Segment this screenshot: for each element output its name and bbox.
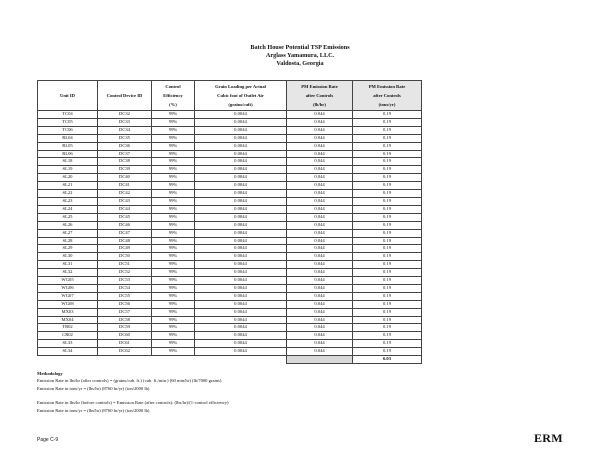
table-cell: 99% xyxy=(152,229,195,237)
table-cell: SL21 xyxy=(38,182,98,190)
column-header-line: Efficiency xyxy=(163,93,183,98)
total-shaded-cell xyxy=(287,356,353,364)
table-cell: TC05 xyxy=(38,118,98,126)
table-cell: SL19 xyxy=(38,166,98,174)
table-cell: 0.0044 xyxy=(195,348,287,356)
table-cell: WG08 xyxy=(38,300,98,308)
table-cell: 99% xyxy=(152,197,195,205)
table-cell: DC55 xyxy=(98,292,152,300)
table-cell: RL06 xyxy=(38,150,98,158)
table-cell: 0.044 xyxy=(287,190,353,198)
table-cell: SL32 xyxy=(38,269,98,277)
table-cell: 0.19 xyxy=(353,111,422,119)
table-cell: 0.19 xyxy=(353,158,422,166)
table-row xyxy=(38,197,422,205)
methodology-line: Emission Rate in lbs/hr (after controls) = (grains/cub. ft.) (cub. ft./min.) (60 min/hr) (lb/7000 grains) xyxy=(37,378,222,384)
table-row xyxy=(38,229,422,237)
table-row xyxy=(38,237,422,245)
table-cell: 99% xyxy=(152,158,195,166)
table-row xyxy=(38,174,422,182)
table-cell: 0.044 xyxy=(287,197,353,205)
table-cell: 0.044 xyxy=(287,300,353,308)
table-cell: 0.0044 xyxy=(195,158,287,166)
table-row xyxy=(38,111,422,119)
table-cell: DC45 xyxy=(98,213,152,221)
table-cell: 0.0044 xyxy=(195,300,287,308)
column-header xyxy=(152,81,195,111)
table-row xyxy=(38,316,422,324)
table-cell: 0.19 xyxy=(353,182,422,190)
table-cell: 0.0044 xyxy=(195,277,287,285)
table-row xyxy=(38,158,422,166)
table-cell: 99% xyxy=(152,284,195,292)
report-title: Batch House Potential TSP Emissions xyxy=(250,44,350,51)
table-cell: DC50 xyxy=(98,253,152,261)
table-cell: 99% xyxy=(152,205,195,213)
table-cell: 0.19 xyxy=(353,245,422,253)
table-cell: DC57 xyxy=(98,308,152,316)
table-cell: 99% xyxy=(152,213,195,221)
table-row xyxy=(38,300,422,308)
table-row xyxy=(38,221,422,229)
column-header xyxy=(38,81,98,111)
table-cell: 99% xyxy=(152,111,195,119)
table-cell: DC33 xyxy=(98,118,152,126)
table-cell: DC60 xyxy=(98,332,152,340)
table-row xyxy=(38,348,422,356)
table-cell: 0.0044 xyxy=(195,292,287,300)
table-cell: 0.0044 xyxy=(195,205,287,213)
table-cell: 99% xyxy=(152,308,195,316)
table-row xyxy=(38,142,422,150)
table-cell: 0.044 xyxy=(287,292,353,300)
table-cell: 0.19 xyxy=(353,324,422,332)
table-cell: 0.0044 xyxy=(195,142,287,150)
column-header xyxy=(287,81,353,111)
table-row xyxy=(38,324,422,332)
table-cell: 99% xyxy=(152,316,195,324)
table-cell: 0.0044 xyxy=(195,340,287,348)
methodology-line: Emission Rate in lbs/hr (before controls) = Emission Rate (after controls): (lbs/hr)/(1-control efficiency) xyxy=(37,400,229,406)
table-cell: DC41 xyxy=(98,182,152,190)
table-row xyxy=(38,340,422,348)
table-cell: 99% xyxy=(152,190,195,198)
table-cell: DC35 xyxy=(98,134,152,142)
table-cell: TR02 xyxy=(38,324,98,332)
table-cell: DC52 xyxy=(98,269,152,277)
table-cell: 99% xyxy=(152,134,195,142)
table-cell: 99% xyxy=(152,261,195,269)
table-cell: 0.044 xyxy=(287,284,353,292)
column-header-line: Control xyxy=(165,84,181,89)
table-cell: SL27 xyxy=(38,229,98,237)
table-cell: 99% xyxy=(152,142,195,150)
table-cell: 0.0044 xyxy=(195,245,287,253)
table-cell: 99% xyxy=(152,300,195,308)
table-header-row xyxy=(38,81,422,111)
table-cell: 0.19 xyxy=(353,197,422,205)
table-cell: DC37 xyxy=(98,150,152,158)
table-cell: DC59 xyxy=(98,324,152,332)
table-cell: DC53 xyxy=(98,277,152,285)
table-cell: CR02 xyxy=(38,332,98,340)
table-cell: 99% xyxy=(152,277,195,285)
table-cell: WG05 xyxy=(38,277,98,285)
table-cell: 0.044 xyxy=(287,213,353,221)
table-cell: SL31 xyxy=(38,261,98,269)
table-cell: 0.044 xyxy=(287,142,353,150)
table-cell: 99% xyxy=(152,269,195,277)
table-cell: 99% xyxy=(152,150,195,158)
table-row xyxy=(38,190,422,198)
table-cell: 0.19 xyxy=(353,284,422,292)
table-cell: 0.0044 xyxy=(195,229,287,237)
table-cell: 0.19 xyxy=(353,269,422,277)
table-cell: 0.19 xyxy=(353,261,422,269)
table-cell: 0.19 xyxy=(353,166,422,174)
table-cell: 0.0044 xyxy=(195,237,287,245)
table-cell: DC54 xyxy=(98,284,152,292)
table-cell: 0.044 xyxy=(287,253,353,261)
table-cell: DC36 xyxy=(98,142,152,150)
table-cell: 0.044 xyxy=(287,261,353,269)
table-cell: SL18 xyxy=(38,158,98,166)
table-cell: 0.0044 xyxy=(195,126,287,134)
table-cell: 0.0044 xyxy=(195,332,287,340)
table-cell: 0.0044 xyxy=(195,134,287,142)
table-cell: 0.19 xyxy=(353,340,422,348)
table-cell: TC04 xyxy=(38,111,98,119)
table-cell: TC06 xyxy=(38,126,98,134)
table-cell: 99% xyxy=(152,174,195,182)
column-header-line: PM Emission Rate xyxy=(301,84,338,89)
page-number: Page C-9 xyxy=(37,437,59,443)
column-header xyxy=(98,81,152,111)
total-row xyxy=(38,356,422,364)
column-header-line: Control Device ID xyxy=(106,93,143,98)
table-cell: 0.044 xyxy=(287,150,353,158)
table-cell: 0.044 xyxy=(287,229,353,237)
table-cell: DC49 xyxy=(98,245,152,253)
table-cell: SL29 xyxy=(38,245,98,253)
empty-cell xyxy=(98,356,152,364)
table-cell: SL26 xyxy=(38,221,98,229)
table-cell: DC46 xyxy=(98,221,152,229)
table-row xyxy=(38,277,422,285)
table-cell: 0.19 xyxy=(353,174,422,182)
empty-cell xyxy=(152,356,195,364)
table-row xyxy=(38,245,422,253)
table-row xyxy=(38,134,422,142)
table-cell: 99% xyxy=(152,324,195,332)
table-row xyxy=(38,118,422,126)
table-cell: 0.19 xyxy=(353,300,422,308)
table-cell: 0.044 xyxy=(287,245,353,253)
table-cell: DC58 xyxy=(98,316,152,324)
table-row xyxy=(38,166,422,174)
table-cell: 0.044 xyxy=(287,174,353,182)
table-row xyxy=(38,284,422,292)
table-row xyxy=(38,150,422,158)
table-cell: 0.044 xyxy=(287,324,353,332)
table-cell: WG07 xyxy=(38,292,98,300)
column-header-line: (%) xyxy=(169,102,177,107)
column-header-line: Cubic foot of Outlet Air xyxy=(217,93,264,98)
table-cell: 0.19 xyxy=(353,150,422,158)
location: Valdosta, Georgia xyxy=(276,60,324,67)
table-cell: 0.0044 xyxy=(195,190,287,198)
table-cell: 0.044 xyxy=(287,205,353,213)
table-cell: 0.044 xyxy=(287,237,353,245)
table-cell: 0.19 xyxy=(353,253,422,261)
empty-cell xyxy=(38,356,98,364)
table-cell: 0.0044 xyxy=(195,111,287,119)
table-cell: 0.044 xyxy=(287,340,353,348)
table-cell: 0.044 xyxy=(287,158,353,166)
table-row xyxy=(38,205,422,213)
column-header-line: Grain Loading per Actual xyxy=(215,84,266,89)
table-cell: 0.19 xyxy=(353,190,422,198)
table-cell: DC44 xyxy=(98,205,152,213)
table-cell: 0.044 xyxy=(287,182,353,190)
table-cell: DC38 xyxy=(98,158,152,166)
table-cell: 0.0044 xyxy=(195,182,287,190)
table-cell: 0.19 xyxy=(353,221,422,229)
table-cell: 0.044 xyxy=(287,308,353,316)
methodology-line: Emission Rate in tons/yr = (lbs/hr) (8760 hr/yr) (ton/2000 lb) xyxy=(37,407,150,413)
table-cell: 99% xyxy=(152,253,195,261)
table-cell: SL22 xyxy=(38,190,98,198)
table-cell: DC61 xyxy=(98,340,152,348)
table-cell: 99% xyxy=(152,332,195,340)
table-cell: 99% xyxy=(152,292,195,300)
total-value: 6.03 xyxy=(353,356,422,364)
table-cell: DC56 xyxy=(98,300,152,308)
table-cell: SL28 xyxy=(38,237,98,245)
table-cell: 0.0044 xyxy=(195,221,287,229)
table-cell: 0.19 xyxy=(353,134,422,142)
emissions-table xyxy=(37,80,422,364)
table-cell: 0.044 xyxy=(287,316,353,324)
table-cell: DC39 xyxy=(98,166,152,174)
table-cell: MX04 xyxy=(38,316,98,324)
table-cell: 0.0044 xyxy=(195,324,287,332)
table-cell: SL33 xyxy=(38,340,98,348)
empty-cell xyxy=(195,356,287,364)
table-cell: 99% xyxy=(152,340,195,348)
table-cell: RL04 xyxy=(38,134,98,142)
table-cell: 0.19 xyxy=(353,213,422,221)
column-header xyxy=(353,81,422,111)
table-cell: 0.19 xyxy=(353,142,422,150)
table-cell: 0.0044 xyxy=(195,284,287,292)
table-cell: WG06 xyxy=(38,284,98,292)
table-cell: 0.044 xyxy=(287,134,353,142)
table-cell: 0.044 xyxy=(287,118,353,126)
table-cell: DC32 xyxy=(98,111,152,119)
table-cell: 99% xyxy=(152,348,195,356)
methodology-title: Methodology xyxy=(37,371,63,376)
table-cell: RL05 xyxy=(38,142,98,150)
table-row xyxy=(38,182,422,190)
table-row xyxy=(38,253,422,261)
table-row xyxy=(38,292,422,300)
table-cell: DC62 xyxy=(98,348,152,356)
table-cell: 0.19 xyxy=(353,308,422,316)
table-row xyxy=(38,308,422,316)
column-header-line: (grains/cuft) xyxy=(228,102,253,107)
table-cell: 0.0044 xyxy=(195,316,287,324)
erm-logo: ERM xyxy=(534,431,563,445)
table-cell: 0.0044 xyxy=(195,261,287,269)
table-cell: 0.044 xyxy=(287,332,353,340)
table-cell: 0.044 xyxy=(287,348,353,356)
table-row xyxy=(38,332,422,340)
column-header xyxy=(195,81,287,111)
table-cell: DC40 xyxy=(98,174,152,182)
methodology-line: Emission Rate in tons/yr = (lbs/hr) (8760 hr/yr) (ton/2000 lb) xyxy=(37,385,150,391)
table-row xyxy=(38,269,422,277)
table-cell: DC48 xyxy=(98,237,152,245)
table-cell: 0.19 xyxy=(353,316,422,324)
table-cell: DC43 xyxy=(98,197,152,205)
table-cell: 0.044 xyxy=(287,277,353,285)
table-cell: 0.044 xyxy=(287,221,353,229)
table-cell: SL23 xyxy=(38,197,98,205)
table-cell: 0.044 xyxy=(287,126,353,134)
company-name: Arglass Yamamura, LLC. xyxy=(265,52,335,59)
table-row xyxy=(38,126,422,134)
table-cell: SL30 xyxy=(38,253,98,261)
table-cell: 0.0044 xyxy=(195,197,287,205)
table-cell: 0.0044 xyxy=(195,174,287,182)
column-header-line: after Controls xyxy=(373,93,401,98)
table-cell: 0.19 xyxy=(353,292,422,300)
table-cell: 0.0044 xyxy=(195,150,287,158)
table-cell: 0.19 xyxy=(353,126,422,134)
table-cell: 0.044 xyxy=(287,166,353,174)
table-cell: 99% xyxy=(152,118,195,126)
table-cell: 0.19 xyxy=(353,205,422,213)
column-header-line: Unit ID xyxy=(60,93,75,98)
table-row xyxy=(38,213,422,221)
table-cell: 0.0044 xyxy=(195,118,287,126)
table-cell: 0.19 xyxy=(353,237,422,245)
column-header-line: (lb/hr) xyxy=(313,102,326,107)
table-cell: 0.0044 xyxy=(195,213,287,221)
table-cell: SL25 xyxy=(38,213,98,221)
table-cell: 0.19 xyxy=(353,332,422,340)
table-cell: 0.044 xyxy=(287,269,353,277)
table-cell: DC51 xyxy=(98,261,152,269)
table-cell: SL20 xyxy=(38,174,98,182)
table-cell: 99% xyxy=(152,126,195,134)
table-cell: 99% xyxy=(152,221,195,229)
table-cell: 99% xyxy=(152,182,195,190)
table-cell: DC42 xyxy=(98,190,152,198)
table-cell: 0.19 xyxy=(353,348,422,356)
table-cell: DC34 xyxy=(98,126,152,134)
table-cell: 99% xyxy=(152,166,195,174)
table-cell: 0.19 xyxy=(353,229,422,237)
table-cell: SL34 xyxy=(38,348,98,356)
table-cell: 0.0044 xyxy=(195,253,287,261)
table-cell: 0.0044 xyxy=(195,308,287,316)
table-cell: 0.19 xyxy=(353,277,422,285)
column-header-line: (tons/yr) xyxy=(378,102,396,107)
table-cell: DC47 xyxy=(98,229,152,237)
table-body xyxy=(38,111,422,364)
table-cell: 0.19 xyxy=(353,118,422,126)
table-cell: 99% xyxy=(152,245,195,253)
table-cell: 0.044 xyxy=(287,111,353,119)
table-cell: MX03 xyxy=(38,308,98,316)
column-header-line: PM Emission Rate xyxy=(368,84,406,89)
column-header-line: after Controls xyxy=(305,93,334,98)
table-cell: SL24 xyxy=(38,205,98,213)
table-row xyxy=(38,261,422,269)
table-cell: 0.0044 xyxy=(195,269,287,277)
table-cell: 0.0044 xyxy=(195,166,287,174)
table-cell: 99% xyxy=(152,237,195,245)
methodology-section xyxy=(37,370,229,414)
